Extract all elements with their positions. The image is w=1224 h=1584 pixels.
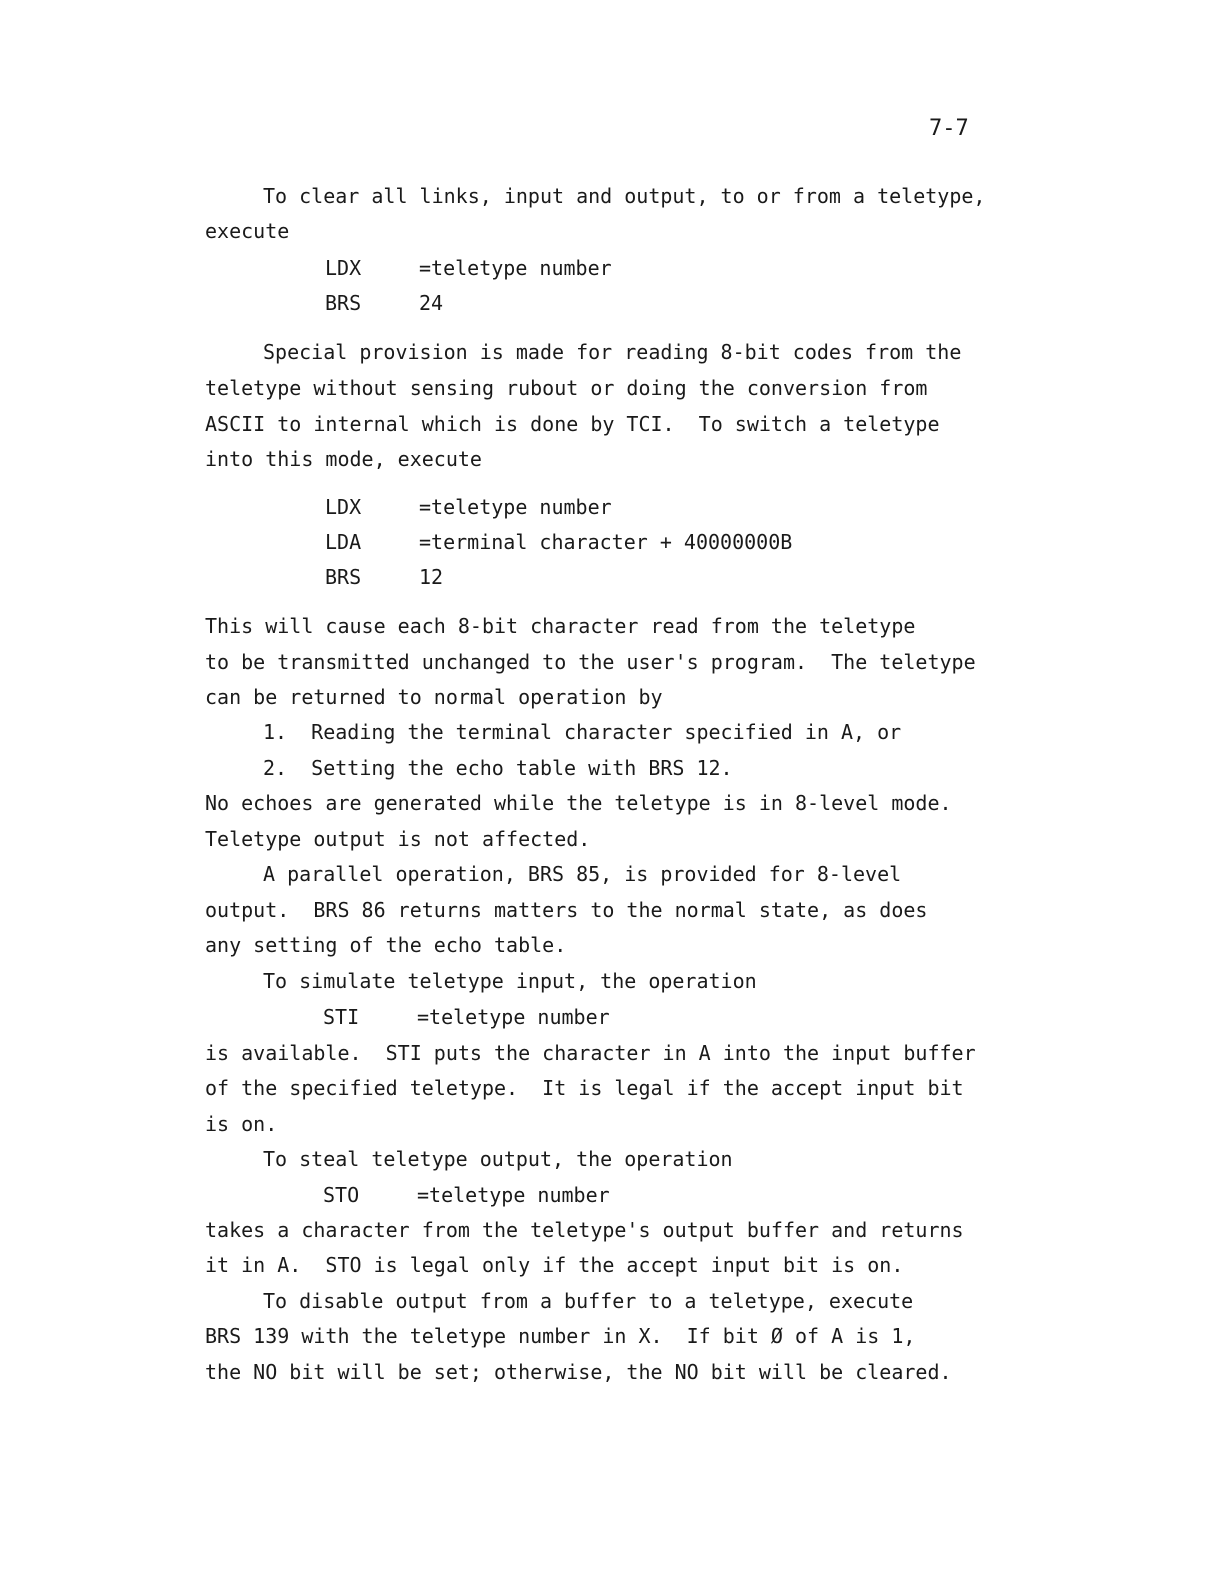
code-operand: =teletype number <box>419 256 612 280</box>
code-opcode: BRS <box>325 291 362 315</box>
code-operand: =teletype number <box>417 1183 610 1207</box>
text-line: To steal teletype output, the operation <box>263 1147 733 1171</box>
text-line: the NO bit will be set; otherwise, the NO bit will be cleared. <box>205 1360 952 1384</box>
code-operand: =teletype number <box>419 495 612 519</box>
code-operand: =terminal character + 40000000B <box>419 530 793 554</box>
list-item: 2. Setting the echo table with BRS 12. <box>263 756 733 780</box>
text-line: Special provision is made for reading 8-bit codes from the <box>263 340 962 364</box>
code-operand: 24 <box>419 291 444 315</box>
text-line: ASCII to internal which is done by TCI. To switch a teletype <box>205 412 940 436</box>
code-opcode: LDA <box>325 530 362 554</box>
page-number: 7-7 <box>929 116 969 141</box>
text-line: No echoes are generated while the teletype is in 8-level mode. <box>205 791 952 815</box>
code-opcode: STO <box>323 1183 360 1207</box>
code-opcode: LDX <box>325 495 362 519</box>
text-line: To disable output from a buffer to a teletype, execute <box>263 1289 914 1313</box>
text-line: A parallel operation, BRS 85, is provided for 8-level <box>263 862 902 886</box>
text-line: Teletype output is not affected. <box>205 827 591 851</box>
text-line: This will cause each 8-bit character read from the teletype <box>205 614 916 638</box>
text-line: execute <box>205 219 290 243</box>
code-opcode: STI <box>323 1005 360 1029</box>
text-line: can be returned to normal operation by <box>205 685 663 709</box>
text-line: it in A. STO is legal only if the accept input bit is on. <box>205 1253 904 1277</box>
text-line: takes a character from the teletype's output buffer and returns <box>205 1218 964 1242</box>
text-line: BRS 139 with the teletype number in X. If bit Ø of A is 1, <box>205 1324 916 1348</box>
text-line: is on. <box>205 1112 278 1136</box>
code-operand: 12 <box>419 565 444 589</box>
text-line: any setting of the echo table. <box>205 933 567 957</box>
code-opcode: LDX <box>325 256 362 280</box>
text-line: output. BRS 86 returns matters to the normal state, as does <box>205 898 928 922</box>
text-line: To clear all links, input and output, to or from a teletype, <box>263 184 986 208</box>
text-line: to be transmitted unchanged to the user's program. The teletype <box>205 650 976 674</box>
text-line: teletype without sensing rubout or doing the conversion from <box>205 376 928 400</box>
text-line: into this mode, execute <box>205 447 482 471</box>
code-opcode: BRS <box>325 565 362 589</box>
code-operand: =teletype number <box>417 1005 610 1029</box>
list-item: 1. Reading the terminal character specified in A, or <box>263 720 902 744</box>
text-line: is available. STI puts the character in A into the input buffer <box>205 1041 976 1065</box>
text-line: of the specified teletype. It is legal if the accept input bit <box>205 1076 964 1100</box>
text-line: To simulate teletype input, the operation <box>263 969 757 993</box>
